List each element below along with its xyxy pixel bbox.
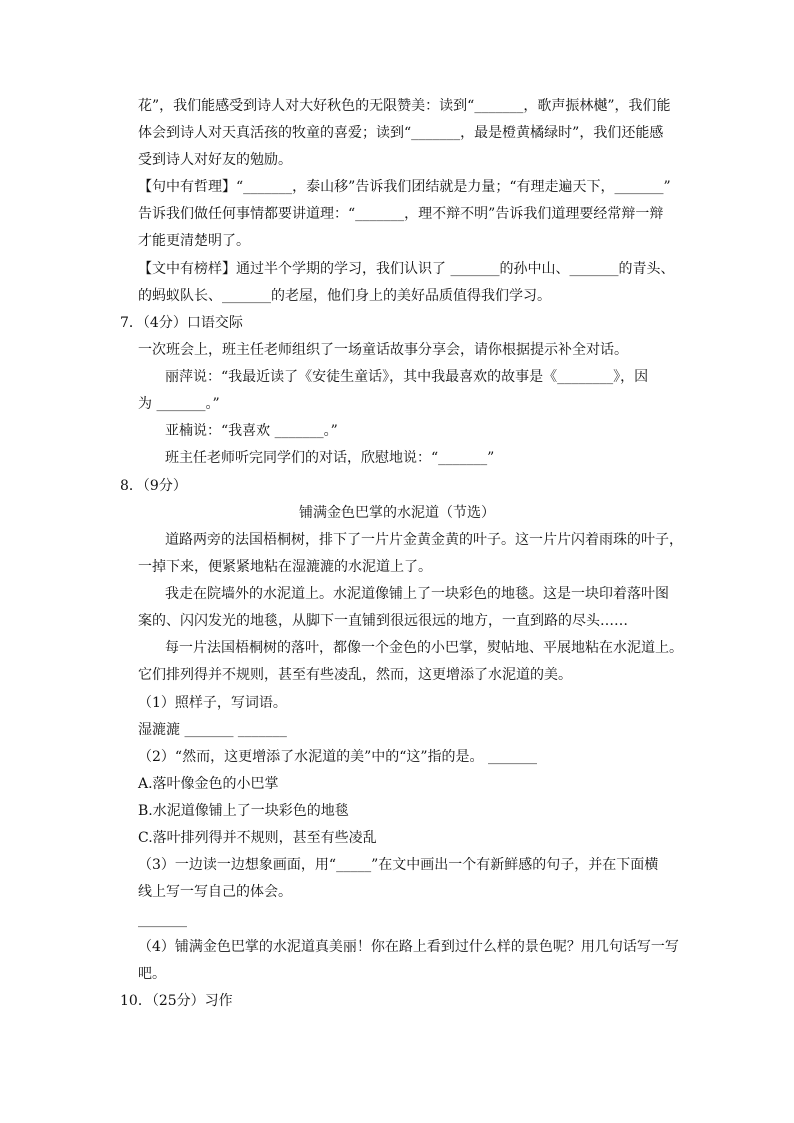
text-line: 体会到诗人对天真活孩的牧童的喜爱；读到“_______，最是橙黄橘绿时”，我们还能感 bbox=[138, 125, 664, 141]
text-line: 湿漉漉 _______ _______ bbox=[138, 722, 287, 738]
question-heading: 8．（9分） bbox=[120, 478, 187, 494]
answer-blank: _______ bbox=[138, 912, 187, 928]
text-line: 【文中有榜样】通过半个学期的学习，我们认识了 _______的孙中山、_______的青头、 bbox=[138, 261, 675, 277]
option-a: A.落叶像金色的小巴掌 bbox=[138, 776, 279, 792]
question-heading: 7．（4分）口语交际 bbox=[120, 315, 243, 331]
text-line: 一掉下来，便紧紧地粘在湿漉漉的水泥道上了。 bbox=[138, 559, 432, 575]
text-line: 才能更清楚明了。 bbox=[138, 233, 250, 249]
text-line: 我走在院墙外的水泥道上。水泥道像铺上了一块彩色的地毯。这是一块印着落叶图 bbox=[165, 586, 669, 602]
question-heading: 10．（25分）习作 bbox=[120, 993, 233, 1009]
text-line: 丽萍说：“我最近读了《安徒生童话》，其中我最喜欢的故事是《________》，因 bbox=[165, 369, 649, 385]
text-line: 每一片法国梧桐树的落叶，都像一个金色的小巴掌，熨帖地、平展地粘在水泥道上。 bbox=[165, 640, 683, 656]
text-line: 告诉我们做任何事情都要讲道理：“_______，理不辩不明”告诉我们道理要经常辩一辩 bbox=[138, 206, 664, 222]
text-line: （2）“然而，这更增添了水泥道的美”中的“这”指的是。 _______ bbox=[138, 749, 537, 765]
text-line: 花”，我们能感受到诗人对大好秋色的无限赞美：读到“_______，歌声振林樾”，我们能 bbox=[138, 98, 671, 114]
text-line: 线上写一写自己的体会。 bbox=[138, 884, 292, 900]
text-line: 为 _______。” bbox=[138, 396, 220, 412]
text-line: 的蚂蚁队长、_______的老屋，他们身上的美好品质值得我们学习。 bbox=[138, 288, 551, 304]
text-line: 案的、闪闪发光的地毯，从脚下一直铺到很远很远的地方，一直到路的尽头…… bbox=[138, 613, 628, 629]
text-line: 它们排列得并不规则，甚至有些凌乱，然而，这更增添了水泥道的美。 bbox=[138, 667, 572, 683]
passage-title: 铺满金色巴掌的水泥道（节选） bbox=[299, 505, 495, 521]
text-line: 受到诗人对好友的勉励。 bbox=[138, 152, 292, 168]
text-line: 【句中有哲理】“_______，泰山移”告诉我们团结就是力量；“有理走遍天下，_______” bbox=[138, 179, 671, 195]
text-line: （3）一边读一边想象画面，用“_____”在文中画出一个有新鲜感的句子，并在下面横 bbox=[138, 857, 659, 873]
option-c: C.落叶排列得并不规则，甚至有些凌乱 bbox=[138, 830, 377, 846]
text-line: 亚楠说：“我喜欢 _______。” bbox=[165, 423, 338, 439]
text-line: 一次班会上，班主任老师组织了一场童话故事分享会，请你根据提示补全对话。 bbox=[138, 342, 628, 358]
text-line: （1）照样子，写词语。 bbox=[138, 695, 287, 711]
text-line: 班主任老师听完同学们的对话，欣慰地说：“_______” bbox=[165, 450, 495, 466]
text-line: （4）铺满金色巴掌的水泥道真美丽！你在路上看到过什么样的景色呢？用几句话写一写 bbox=[138, 939, 679, 955]
text-line: 吧。 bbox=[138, 966, 166, 982]
option-b: B.水泥道像铺上了一块彩色的地毯 bbox=[138, 803, 349, 819]
text-line: 道路两旁的法国梧桐树，排下了一片片金黄金黄的叶子。这一片片闪着雨珠的叶子， bbox=[165, 532, 683, 548]
